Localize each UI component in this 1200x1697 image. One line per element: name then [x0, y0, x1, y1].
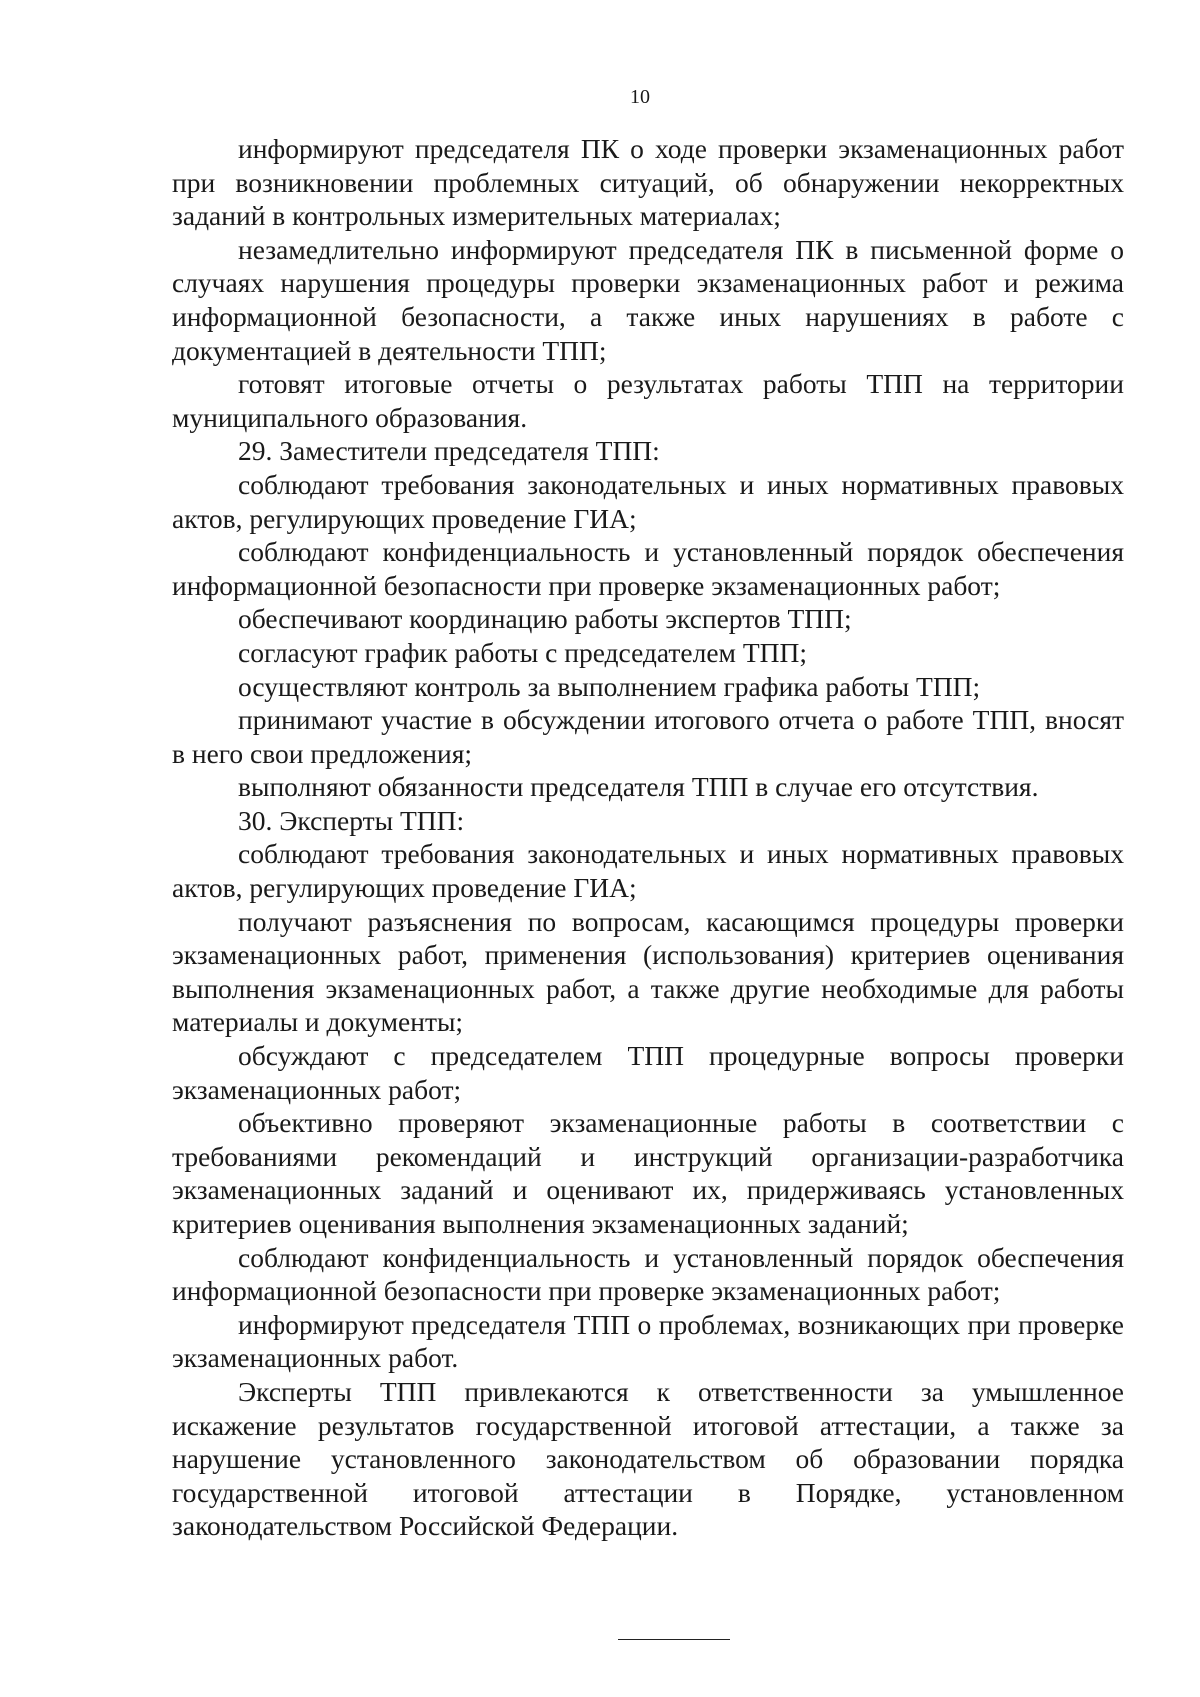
section-heading: 29. Заместители председателя ТПП: [238, 435, 660, 467]
paragraph: выполняют обязанности председателя ТПП в случае его отсутствия. [238, 771, 1039, 803]
paragraph: принимают участие в обсуждении итогового отчета о работе ТПП, вносят в него свои предложения; [172, 704, 1124, 769]
paragraph: согласуют график работы с председателем ТПП; [238, 636, 807, 668]
paragraph: соблюдают требования законодательных и иных нормативных правовых актов, регулирующих проведение ГИА; [172, 838, 1124, 904]
paragraph: соблюдают требования законодательных и иных нормативных правовых актов, регулирующих проведение ГИА; [172, 468, 1124, 534]
paragraph: обсуждают с председателем ТПП процедурные вопросы проверки экзаменационных работ; [172, 1040, 1124, 1105]
page-number: 10 [630, 86, 650, 108]
paragraph: незамедлительно информируют председателя ПК в письменной форме о случаях нарушения процедуры проверки экзаменационных работ и режима информационной безопасности, а также иных нарушениях в работе с документацией в деятельности ТПП; [172, 233, 1124, 366]
paragraph: соблюдают конфиденциальность и установленный порядок обеспечения информационной безопасности при проверке экзаменационных работ; [172, 1241, 1124, 1307]
paragraph: объективно проверяют экзаменационные работы в соответствии с требованиями рекомендаций и инструкций организации-разработчика экзаменационных заданий и оценивают их, придерживаясь установленных критериев оценивания выполнения экзаменационных заданий; [172, 1107, 1124, 1239]
paragraph: готовят итоговые отчеты о результатах работы ТПП на территории муниципального образования. [172, 368, 1124, 433]
end-of-document-rule [618, 1639, 730, 1640]
section-heading: 30. Эксперты ТПП: [238, 804, 465, 836]
document-body [172, 132, 1124, 1543]
paragraph: осуществляют контроль за выполнением графика работы ТПП; [238, 670, 981, 702]
paragraph: информируют председателя ПК о ходе проверки экзаменационных работ при возникновении проблемных ситуаций, об обнаружении некорректных заданий в контрольных измерительных материалах; [172, 133, 1124, 232]
paragraph: обеспечивают координацию работы экспертов ТПП; [238, 603, 852, 635]
paragraph: Эксперты ТПП привлекаются к ответственности за умышленное искажение результатов государственной итоговой аттестации, а также за нарушение установленного законодательством об образовании порядка государственной итоговой аттестации в Порядке, установленном законодательством Российской Федерации. [172, 1375, 1124, 1542]
paragraph: информируют председателя ТПП о проблемах, возникающих при проверке экзаменационных работ. [172, 1308, 1124, 1374]
paragraph: получают разъяснения по вопросам, касающимся процедуры проверки экзаменационных работ, применения (использования) критериев оценивания выполнения экзаменационных работ, а также другие необходимые для работы материалы и документы; [172, 905, 1124, 1038]
paragraph: соблюдают конфиденциальность и установленный порядок обеспечения информационной безопасности при проверке экзаменационных работ; [172, 536, 1124, 601]
